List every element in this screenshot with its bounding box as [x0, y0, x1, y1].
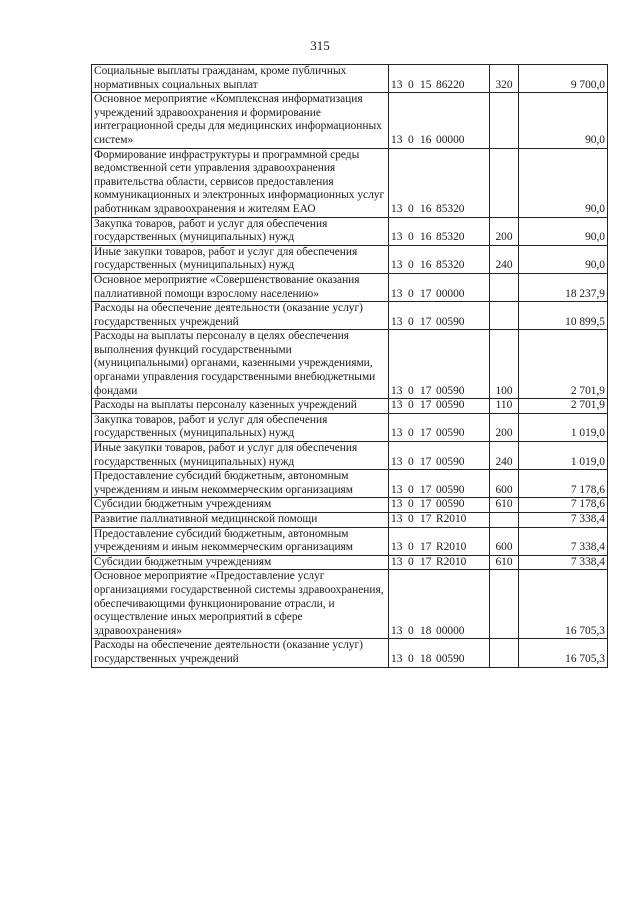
row-amount: 9 700,0: [519, 65, 608, 93]
table-row: [92, 442, 608, 470]
row-description: Основное мероприятие «Предоставление услуг организациями государственной системы здравоохранения, обеспечивающими функционирование отрасли, и осуществление иных мероприятий в сфере здравоохранения»: [92, 570, 389, 639]
code-part-c4: 00590: [436, 427, 465, 440]
row-description: Развитие паллиативной медицинской помощи: [92, 513, 389, 528]
page-number: 315: [310, 38, 330, 53]
row-target-code: [389, 217, 490, 245]
row-amount: 7 178,6: [519, 470, 608, 498]
code-part-c3: 17: [420, 399, 432, 412]
row-target-code: [389, 65, 490, 93]
code-part-c3: 16: [420, 202, 432, 215]
code-part-c3: 18: [420, 624, 432, 637]
code-part-c3: 16: [420, 259, 432, 272]
row-target-code: [389, 442, 490, 470]
row-target-code: [389, 498, 490, 513]
table-row: [92, 555, 608, 570]
code-part-c3: 17: [420, 483, 432, 496]
table-row: [92, 217, 608, 245]
code-part-c1: 13: [391, 427, 403, 440]
code-part-c2: 0: [408, 498, 414, 511]
row-amount: 18 237,9: [519, 273, 608, 301]
code-part-c1: 13: [391, 315, 403, 328]
code-part-c1: 13: [391, 541, 403, 554]
row-amount: 16 705,3: [519, 570, 608, 639]
code-part-c4: 86220: [436, 78, 465, 91]
code-part-c3: 17: [420, 315, 432, 328]
row-expense-type: 610: [490, 498, 519, 513]
row-target-code: [389, 570, 490, 639]
row-target-code: [389, 302, 490, 330]
code-part-c3: 18: [420, 652, 432, 665]
row-target-code: [389, 273, 490, 301]
row-target-code: [389, 413, 490, 441]
code-part-c1: 13: [391, 287, 403, 300]
code-part-c1: 13: [391, 652, 403, 665]
table-row: [92, 65, 608, 93]
row-expense-type: [490, 513, 519, 528]
table-row: [92, 302, 608, 330]
row-amount: 90,0: [519, 148, 608, 217]
row-expense-type: [490, 639, 519, 667]
code-part-c2: 0: [408, 287, 414, 300]
code-part-c4: 00590: [436, 384, 465, 397]
row-expense-type: 200: [490, 217, 519, 245]
row-description: Предоставление субсидий бюджетным, автономным учреждениям и иным некоммерческим организациям: [92, 527, 389, 555]
code-part-c4: 00590: [436, 315, 465, 328]
row-target-code: [389, 555, 490, 570]
row-description: Расходы на выплаты персоналу казенных учреждений: [92, 399, 389, 414]
row-target-code: [389, 513, 490, 528]
row-expense-type: 240: [490, 245, 519, 273]
row-amount: 7 178,6: [519, 498, 608, 513]
row-description: Субсидии бюджетным учреждениям: [92, 498, 389, 513]
table-row: [92, 470, 608, 498]
code-part-c4: 00590: [436, 652, 465, 665]
table-row: [92, 570, 608, 639]
row-description: Основное мероприятие «Совершенствование оказания паллиативной помощи взрослому населению»: [92, 273, 389, 301]
code-part-c3: 17: [420, 455, 432, 468]
row-description: Предоставление субсидий бюджетным, автономным учреждениям и иным некоммерческим организациям: [92, 470, 389, 498]
row-target-code: [389, 148, 490, 217]
code-part-c3: 16: [420, 133, 432, 146]
row-description: Закупка товаров, работ и услуг для обеспечения государственных (муниципальных) нужд: [92, 413, 389, 441]
row-description: Иные закупки товаров, работ и услуг для обеспечения государственных (муниципальных) нужд: [92, 245, 389, 273]
row-amount: 7 338,4: [519, 513, 608, 528]
row-target-code: [389, 93, 490, 148]
code-part-c4: 85320: [436, 202, 465, 215]
code-part-c2: 0: [408, 624, 414, 637]
table-row: [92, 513, 608, 528]
code-part-c2: 0: [408, 399, 414, 412]
code-part-c1: 13: [391, 555, 403, 568]
code-part-c1: 13: [391, 384, 403, 397]
code-part-c4: 00590: [436, 455, 465, 468]
code-part-c2: 0: [408, 315, 414, 328]
row-target-code: [389, 330, 490, 399]
code-part-c2: 0: [408, 231, 414, 244]
row-target-code: [389, 245, 490, 273]
code-part-c4: R2010: [436, 513, 467, 525]
row-description: Субсидии бюджетным учреждениям: [92, 555, 389, 570]
row-amount: 10 899,5: [519, 302, 608, 330]
row-expense-type: 600: [490, 527, 519, 555]
code-part-c2: 0: [408, 513, 414, 525]
row-description: Иные закупки товаров, работ и услуг для обеспечения государственных (муниципальных) нужд: [92, 442, 389, 470]
row-expense-type: 100: [490, 330, 519, 399]
table-row: [92, 527, 608, 555]
code-part-c3: 15: [420, 78, 432, 91]
code-part-c3: 17: [420, 555, 432, 568]
code-part-c4: R2010: [436, 541, 467, 554]
row-target-code: [389, 639, 490, 667]
code-part-c4: 00590: [436, 483, 465, 496]
table-row: [92, 399, 608, 414]
table-row: [92, 413, 608, 441]
table-row: [92, 639, 608, 667]
row-amount: 2 701,9: [519, 330, 608, 399]
code-part-c2: 0: [408, 384, 414, 397]
row-target-code: [389, 527, 490, 555]
row-expense-type: 200: [490, 413, 519, 441]
row-expense-type: [490, 93, 519, 148]
code-part-c1: 13: [391, 231, 403, 244]
row-description: Социальные выплаты гражданам, кроме публичных нормативных социальных выплат: [92, 65, 389, 93]
row-description: Закупка товаров, работ и услуг для обеспечения государственных (муниципальных) нужд: [92, 217, 389, 245]
code-part-c1: 13: [391, 455, 403, 468]
code-part-c1: 13: [391, 624, 403, 637]
code-part-c2: 0: [408, 259, 414, 272]
row-amount: 7 338,4: [519, 555, 608, 570]
code-part-c1: 13: [391, 259, 403, 272]
code-part-c1: 13: [391, 133, 403, 146]
row-expense-type: 320: [490, 65, 519, 93]
code-part-c2: 0: [408, 652, 414, 665]
code-part-c4: 00590: [436, 498, 465, 511]
code-part-c2: 0: [408, 202, 414, 215]
budget-table: [91, 64, 608, 668]
code-part-c3: 17: [420, 287, 432, 300]
table-row: [92, 273, 608, 301]
row-expense-type: 240: [490, 442, 519, 470]
row-expense-type: [490, 148, 519, 217]
row-expense-type: [490, 570, 519, 639]
row-expense-type: [490, 273, 519, 301]
row-description: Формирование инфраструктуры и программной среды ведомственной сети управления здравоохранения правительства области, сервисов предоставления коммуникационных и электронных информационных услуг работникам здравоохранения и жителям ЕАО: [92, 148, 389, 217]
code-part-c4: 00590: [436, 399, 465, 412]
code-part-c1: 13: [391, 78, 403, 91]
row-amount: 1 019,0: [519, 413, 608, 441]
table-row: [92, 330, 608, 399]
row-target-code: [389, 470, 490, 498]
code-part-c4: R2010: [436, 555, 467, 568]
row-description: Расходы на выплаты персоналу в целях обеспечения выполнения функций государственными (муниципальными) органами, казенными учреждениями, органами управления государственными внебюджетными фондами: [92, 330, 389, 399]
row-description: Основное мероприятие «Комплексная информатизация учреждений здравоохранения и формирование интеграционной среды для медицинских информационных систем»: [92, 93, 389, 148]
row-target-code: [389, 399, 490, 414]
row-description: Расходы на обеспечение деятельности (оказание услуг) государственных учреждений: [92, 639, 389, 667]
code-part-c2: 0: [408, 133, 414, 146]
row-amount: 90,0: [519, 93, 608, 148]
table-row: [92, 148, 608, 217]
code-part-c2: 0: [408, 541, 414, 554]
code-part-c3: 16: [420, 231, 432, 244]
code-part-c4: 00000: [436, 624, 465, 637]
row-amount: 90,0: [519, 245, 608, 273]
code-part-c4: 00000: [436, 133, 465, 146]
row-amount: 90,0: [519, 217, 608, 245]
row-description: Расходы на обеспечение деятельности (оказание услуг) государственных учреждений: [92, 302, 389, 330]
code-part-c2: 0: [408, 455, 414, 468]
code-part-c4: 85320: [436, 231, 465, 244]
row-expense-type: 600: [490, 470, 519, 498]
row-amount: 1 019,0: [519, 442, 608, 470]
code-part-c3: 17: [420, 384, 432, 397]
code-part-c3: 17: [420, 498, 432, 511]
table-row: [92, 245, 608, 273]
code-part-c4: 00000: [436, 287, 465, 300]
code-part-c1: 13: [391, 498, 403, 511]
code-part-c1: 13: [391, 513, 403, 525]
code-part-c3: 17: [420, 427, 432, 440]
code-part-c3: 17: [420, 541, 432, 554]
code-part-c2: 0: [408, 483, 414, 496]
code-part-c1: 13: [391, 399, 403, 412]
code-part-c1: 13: [391, 483, 403, 496]
code-part-c2: 0: [408, 555, 414, 568]
code-part-c1: 13: [391, 202, 403, 215]
code-part-c3: 17: [420, 513, 432, 525]
row-amount: 7 338,4: [519, 527, 608, 555]
row-expense-type: 610: [490, 555, 519, 570]
table-row: [92, 93, 608, 148]
row-expense-type: [490, 302, 519, 330]
code-part-c2: 0: [408, 78, 414, 91]
table-row: [92, 498, 608, 513]
code-part-c2: 0: [408, 427, 414, 440]
code-part-c4: 85320: [436, 259, 465, 272]
row-amount: 2 701,9: [519, 399, 608, 414]
row-amount: 16 705,3: [519, 639, 608, 667]
budget-table-body: [92, 65, 608, 668]
row-expense-type: 110: [490, 399, 519, 414]
